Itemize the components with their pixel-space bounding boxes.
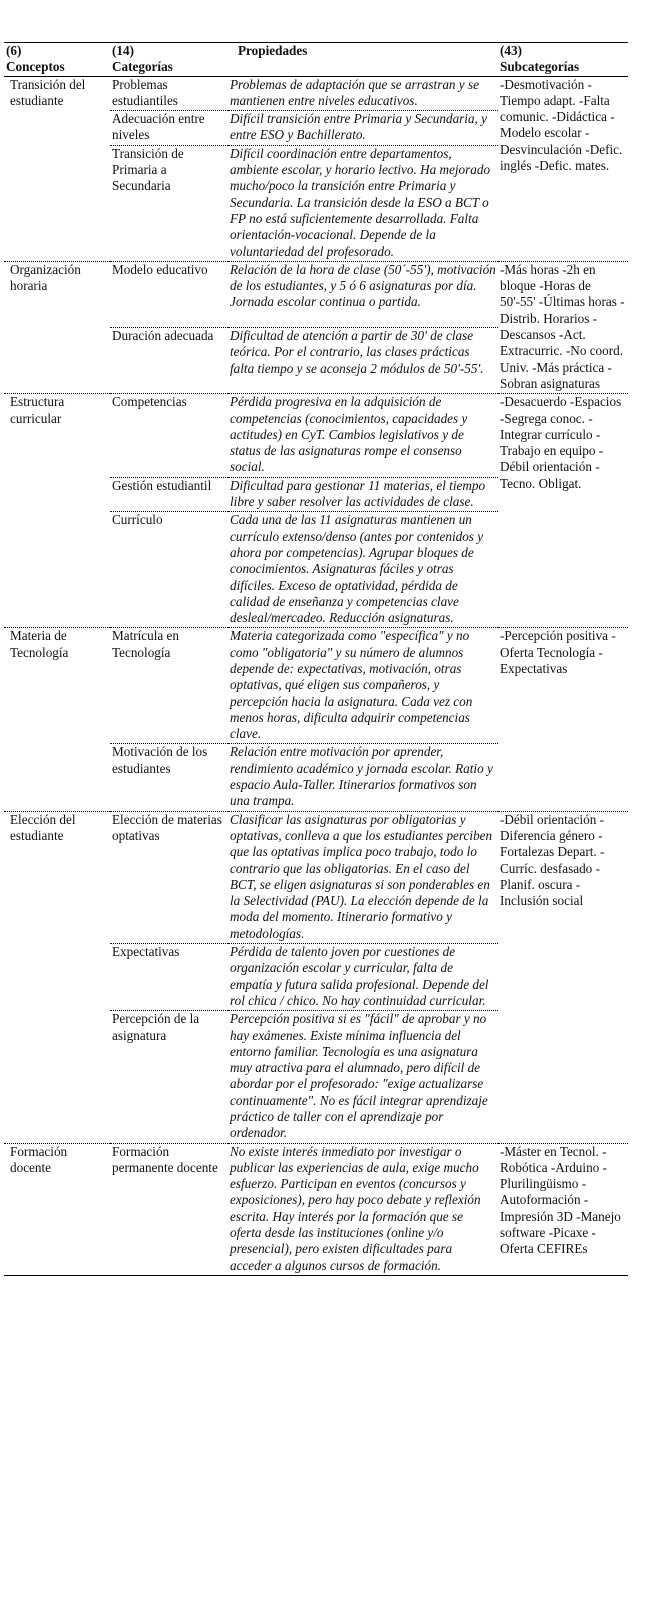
category-properties: Materia categorizada como "específica" y no como "obligatoria" y su número de alumnos depende de: expectativas, motivación, otras optativas, qué eligen sus compañeros, y percepción hacia la asignatura. Cada vez con menos horas, dificulta adquirir competencias clave. xyxy=(228,628,498,744)
subcategories-list: -Percepción positiva -Oferta Tecnología -Expectativas xyxy=(498,628,628,811)
subcategories-list: -Máster en Tecnol. -Robótica -Arduino -Plurilingüismo -Autoformación -Impresión 3D -Manejo software -Picaxe -Oferta CEFIREs xyxy=(498,1143,628,1275)
category-name: Motivación de los estudiantes xyxy=(110,744,228,811)
concept-name: Organización horaria xyxy=(4,261,110,393)
category-properties: Relación de la hora de clase (50´-55'), motivación de los estudiantes, y 5 ó 6 asignaturas por día. Jornada escolar continua o partida. xyxy=(228,261,498,327)
table-row xyxy=(4,811,628,943)
category-properties: Relación entre motivación por aprender, rendimiento académico y jornada escolar. Ratio y espacio Aula-Taller. Itinerarios formativos son una trampa. xyxy=(228,744,498,811)
table-row xyxy=(4,394,628,477)
category-properties: Pérdida progresiva en la adquisición de competencias (conocimientos, capacidades y actitudes) en CyT. Cambios legislativos y de status de las asignaturas rompe el consenso social. xyxy=(228,394,498,477)
category-name: Modelo educativo xyxy=(110,261,228,327)
category-name: Formación permanente docente xyxy=(110,1143,228,1275)
header-categories: (14) Categorías xyxy=(110,43,228,77)
category-name: Duración adecuada xyxy=(110,328,228,394)
category-properties: Dificultad de atención a partir de 30' de clase teórica. Por el contrario, las clases prácticas falta tiempo y se aconseja 2 módulos de 50'-55'. xyxy=(228,328,498,394)
category-properties: Pérdida de talento joven por cuestiones de organización escolar y curricular, falta de empatía y futura salida profesional. Depende del rol chica / chico. No hay continuidad curricular. xyxy=(228,944,498,1011)
concept-name: Materia de Tecnología xyxy=(4,628,110,811)
category-name: Currículo xyxy=(110,512,228,628)
concept-name: Formación docente xyxy=(4,1143,110,1275)
subcategories-list: -Más horas -2h en bloque -Horas de 50'-55' -Últimas horas -Distrib. Horarios -Descansos -Act. Extracurric. -No coord. Univ. -Más práctica -Sobran asignaturas xyxy=(498,261,628,393)
table-row xyxy=(4,76,628,111)
category-properties: Difícil coordinación entre departamentos, ambiente escolar, y horario lectivo. Ha mejorado mucho/poco la transición entre Primaria y Secundaria. La transición desde la ESO a BCT o FP no está suficientemente desarrollada. Falta orientación-vocacional. Depende de la voluntariedad del profesorado. xyxy=(228,145,498,261)
category-name: Expectativas xyxy=(110,944,228,1011)
category-name: Elección de materias optativas xyxy=(110,811,228,943)
subcategories-list: -Desmotivación -Tiempo adapt. -Falta comunic. -Didáctica -Modelo escolar -Desvinculación -Defic. inglés -Defic. mates. xyxy=(500,76,623,174)
subcategories-list: -Débil orientación -Diferencia género -Fortalezas Depart. -Curríc. desfasado -Planif. oscura -Inclusión social xyxy=(498,811,628,1143)
header-properties: Propiedades xyxy=(228,43,498,77)
concept-name: Transición del estudiante xyxy=(10,76,86,108)
table-header xyxy=(4,43,628,77)
category-properties: Dificultad para gestionar 11 materias, el tiempo libre y saber resolver las actividades de clase. xyxy=(228,477,498,512)
category-properties: Clasificar las asignaturas por obligatorias y optativas, conlleva a que los estudiantes perciben que las optativas implica poco trabajo, todo lo contrario que las obligatorias. En el caso del BCT, se eligen asignaturas si son ponderables en la Selectividad (PAU). La elección depende de la moda del momento. Itinerario formativo y metodologías. xyxy=(228,811,498,943)
category-name: Competencias xyxy=(110,394,228,477)
table-row xyxy=(4,261,628,327)
category-name: Gestión estudiantil xyxy=(110,477,228,512)
category-properties: Cada una de las 11 asignaturas mantienen un currículo extenso/denso (antes por contenidos y ahora por competencias). Agrupar bloques de conocimientos. Asignaturas fáciles y otras difíciles. Exceso de optatividad, pérdida de calidad de enseñanza y competencias clave desleal/mercadeo. Reducción asignaturas. xyxy=(228,512,498,628)
table-body xyxy=(4,76,628,1275)
category-name: Problemas estudiantiles xyxy=(112,76,178,108)
category-name: Adecuación entre niveles xyxy=(110,111,228,146)
category-properties: Problemas de adaptación que se arrastran y se mantienen entre niveles educativos. xyxy=(230,76,479,108)
concept-name: Estructura curricular xyxy=(4,394,110,628)
category-name: Transición de Primaria a Secundaria xyxy=(110,145,228,261)
header-concepts: (6) Conceptos xyxy=(4,43,110,77)
category-name: Matrícula en Tecnología xyxy=(110,628,228,744)
concept-name: Elección del estudiante xyxy=(4,811,110,1143)
table-row xyxy=(4,1143,628,1275)
subcategories-list: -Desacuerdo -Espacios -Segrega conoc. -Integrar currículo -Trabajo en equipo -Débil orientación -Tecno. Obligat. xyxy=(498,394,628,628)
category-properties: Percepción positiva si es "fácil" de aprobar y no hay exámenes. Existe mínima influencia del entorno familiar. Tecnología es una asignatura muy atractiva para el alumnado, pero difícil de abordar por el profesorado: "exige actualizarse continuamente". No es fácil integrar aprendizaje práctico de taller con el aprendizaje por ordenador. xyxy=(228,1011,498,1143)
category-properties: No existe interés inmediato por investigar o publicar las experiencias de aula, exige mucho esfuerzo. Participan en eventos (concursos y exposiciones), pero hay poco debate y reflexión escrita. Hay interés por la formación que se oferta desde las instituciones (online y/o presencial), pero existen dificultades para acceder a algunos cursos de formación. xyxy=(228,1143,498,1275)
header-subcategories: (43) Subcategorías xyxy=(498,43,628,77)
category-name: Percepción de la asignatura xyxy=(110,1011,228,1143)
table-row xyxy=(4,628,628,744)
categories-table xyxy=(4,42,628,1276)
category-properties: Difícil transición entre Primaria y Secundaria, y entre ESO y Bachillerato. xyxy=(228,111,498,146)
